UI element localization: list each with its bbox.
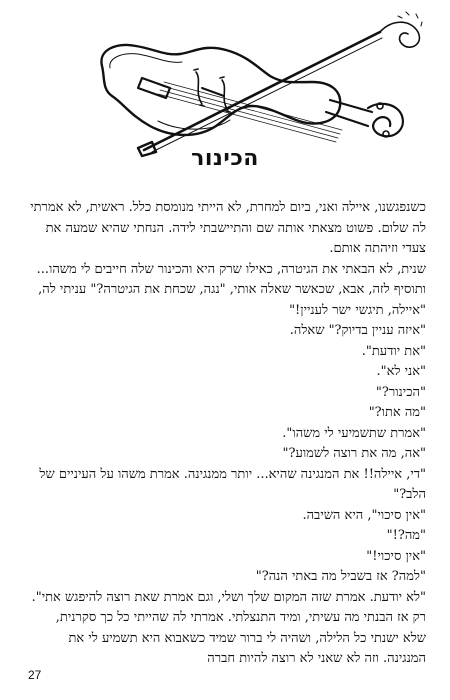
violin-neck bbox=[326, 100, 372, 126]
paragraph: "מה?!" bbox=[386, 528, 426, 543]
paragraph: כשנפגשנו, איילה ואני, ביום למחרת, לא הייתי מנומסת כלל. ראשית, לא אמרתי לה שלום. פשוט מצאתי אותה שם והתיישבתי לידה. הנחתי שהיא שמעה את צעדי וזיהתה אותם. bbox=[30, 200, 426, 256]
paragraph: "איזה עניין בדיוק?" שאלה. bbox=[289, 323, 426, 338]
paragraph: "את יודעת". bbox=[361, 343, 426, 359]
paragraph: "אה, מה את רוצה לשמוע?" bbox=[282, 446, 426, 461]
bow-hair bbox=[152, 38, 382, 152]
paragraph: "לא יודעת. אמרת שזה המקום שלך ושלי, וגם אמרת שאת רוצה להיפגש אתי". bbox=[31, 589, 426, 605]
paragraph: רק אז הבנתי מה עשיתי, ומיד התנצלתי. אמרתי לה שהייתי כל כך סקרנית, שלא ישנתי כל הלילה, ושהיה לי ברור שמיד כשאבוא היא תשמיע לי את המנגינה. וזה לא שאני לא רוצה להיות חברה bbox=[55, 610, 426, 666]
violin-strings bbox=[158, 82, 342, 142]
violin-body bbox=[101, 45, 340, 135]
decorative-swirl bbox=[380, 22, 419, 47]
paragraph: שנית, לא הבאתי את הגיטרה, כאילו שרק היא והכינור שלה חייבים לי משהו... ותוסיף לזה, אבא, שכאשר שאלה אותי, "נגה, שכחת את הגיטרה?" עניתי לה, "איילה, תיגשי ישר לעניין!" bbox=[36, 261, 426, 318]
paragraph: "אין סיכוי", היא השיבה. bbox=[302, 507, 426, 523]
chapter-title: הכינור bbox=[191, 146, 259, 171]
paragraph: "מה אתו?" bbox=[368, 405, 426, 420]
body-text bbox=[30, 198, 426, 670]
paragraph: "הכינור?" bbox=[375, 384, 426, 400]
violin-illustration bbox=[80, 8, 425, 158]
paragraph: "אני לא". bbox=[376, 364, 426, 379]
paragraph: "אין סיכוי!" bbox=[366, 548, 426, 564]
paragraph: "די, איילה!! את המנגינה שהיא... יותר ממנגינה. אמרת משהו על העיניים של הלב?" bbox=[39, 466, 426, 502]
paragraph: "אמרת שתשמיעי לי משהו". bbox=[282, 425, 426, 441]
paragraph: "למה? אז בשביל מה באתי הנה?" bbox=[255, 569, 426, 584]
page-number: 27 bbox=[28, 668, 42, 682]
